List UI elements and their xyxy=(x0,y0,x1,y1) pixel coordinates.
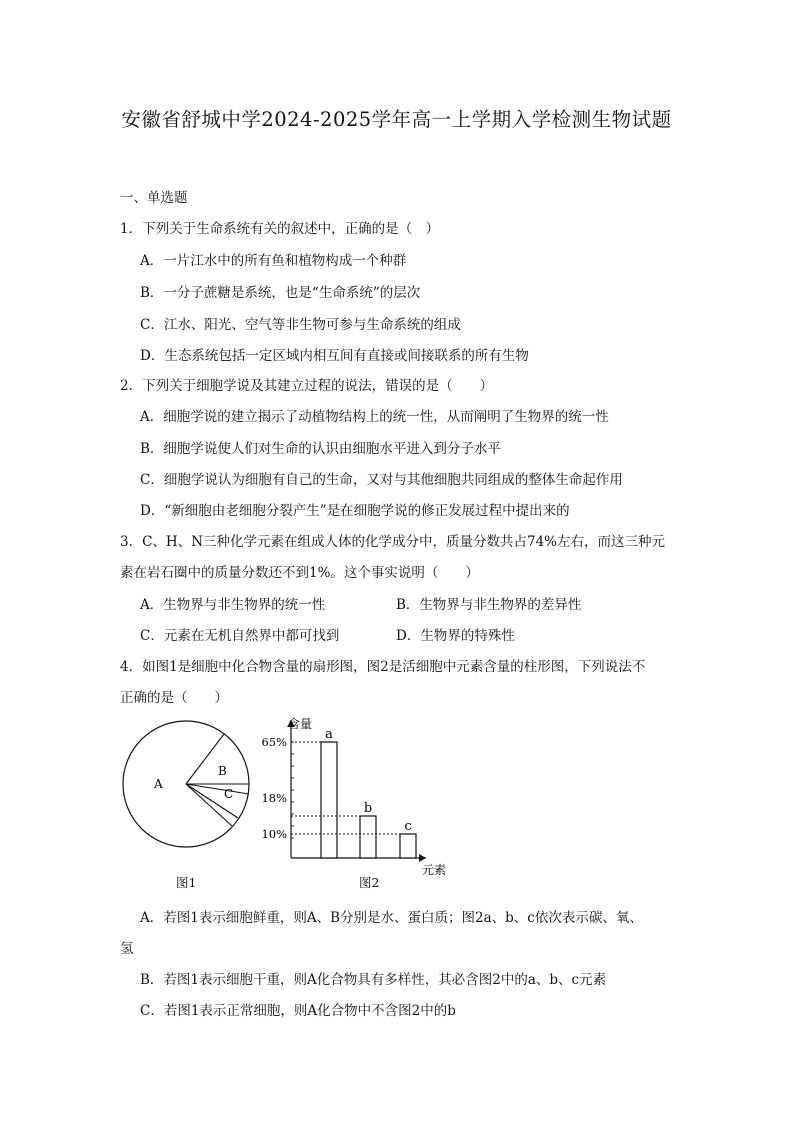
question-3-option-a: A．生物界与非生物界的统一性 xyxy=(140,597,326,613)
y-axis-label: 含量 xyxy=(288,717,313,731)
bar-label-b: b xyxy=(363,801,373,816)
figure-1-pie xyxy=(118,718,258,858)
question-1-option-a: A．一片江水中的所有鱼和植物构成一个种群 xyxy=(140,253,407,269)
y-tick-label: 65% xyxy=(261,735,287,749)
question-1-option-c: C．江水、阳光、空气等非生物可参与生命系统的组成 xyxy=(140,317,461,333)
question-3-stem-line2: 素在岩石圈中的质量分数还不到1%。这个事实说明（ ） xyxy=(120,565,479,581)
y-tick-label: 18% xyxy=(261,791,287,805)
question-4-option-b: B．若图1表示细胞干重，则A化合物具有多样性，其必含图2中的a、b、c元素 xyxy=(140,972,607,988)
question-4-stem-line1: 4．如图1是细胞中化合物含量的扇形图，图2是活细胞中元素含量的柱形图，下列说法不 xyxy=(120,659,646,675)
question-3-option-d: D．生物界的特殊性 xyxy=(396,628,515,644)
question-2-option-a: A．细胞学说的建立揭示了动植物结构上的统一性，从而阐明了生物界的统一性 xyxy=(140,409,609,425)
figure-2-bar-chart xyxy=(256,712,456,876)
pie-label-c: C xyxy=(224,787,234,801)
question-3-option-c: C．元素在无机自然界中都可找到 xyxy=(140,628,340,644)
question-2-option-d: D．“新细胞由老细胞分裂产生”是在细胞学说的修正发展过程中提出来的 xyxy=(140,503,570,519)
bar-label-c: c xyxy=(404,819,412,834)
bar-b xyxy=(360,816,376,858)
figure-2-caption: 图2 xyxy=(359,875,380,890)
bar-c xyxy=(400,834,416,858)
question-2-option-c: C．细胞学说认为细胞有自己的生命，又对与其他细胞共同组成的整体生命起作用 xyxy=(140,472,623,488)
question-4-option-a-line2: 氢 xyxy=(120,941,134,957)
x-axis-label: 元素 xyxy=(422,863,447,876)
question-4-option-c: C．若图1表示正常细胞，则A化合物中不含图2中的b xyxy=(140,1003,456,1019)
question-1-stem: 1．下列关于生命系统有关的叙述中，正确的是（ ） xyxy=(120,221,440,237)
bar-label-a: a xyxy=(325,727,333,742)
question-3-option-b: B．生物界与非生物界的差异性 xyxy=(396,597,582,613)
page-title: 安徽省舒城中学2024-2025学年高一上学期入学检测生物试题 xyxy=(121,108,672,131)
question-4-stem-line2: 正确的是（ ） xyxy=(120,690,228,706)
section-heading: 一、单选题 xyxy=(120,190,188,206)
question-2-stem: 2．下列关于细胞学说及其建立过程的说法，错误的是（ ） xyxy=(120,378,494,394)
question-3-stem-line1: 3．C、H、N三种化学元素在组成人体的化学成分中，质量分数共占74%左右，而这三种元 xyxy=(120,534,666,550)
bar-a xyxy=(321,742,337,858)
question-4-option-a-line1: A．若图1表示细胞鲜重，则A、B分别是水、蛋白质；图2a、b、c依次表示碳、氧、 xyxy=(140,910,643,926)
pie-label-b: B xyxy=(218,764,227,778)
y-tick-label: 10% xyxy=(261,827,287,841)
question-1-option-b: B．一分子蔗糖是系统，也是“生命系统”的层次 xyxy=(140,285,421,301)
question-1-option-d: D．生态系统包括一定区域内相互间有直接或间接联系的所有生物 xyxy=(140,348,529,364)
pie-label-a: A xyxy=(154,777,163,791)
question-2-option-b: B．细胞学说使人们对生命的认识由细胞水平进入到分子水平 xyxy=(140,441,501,457)
figure-1-caption: 图1 xyxy=(176,875,197,890)
x-axis-arrow xyxy=(419,854,426,862)
